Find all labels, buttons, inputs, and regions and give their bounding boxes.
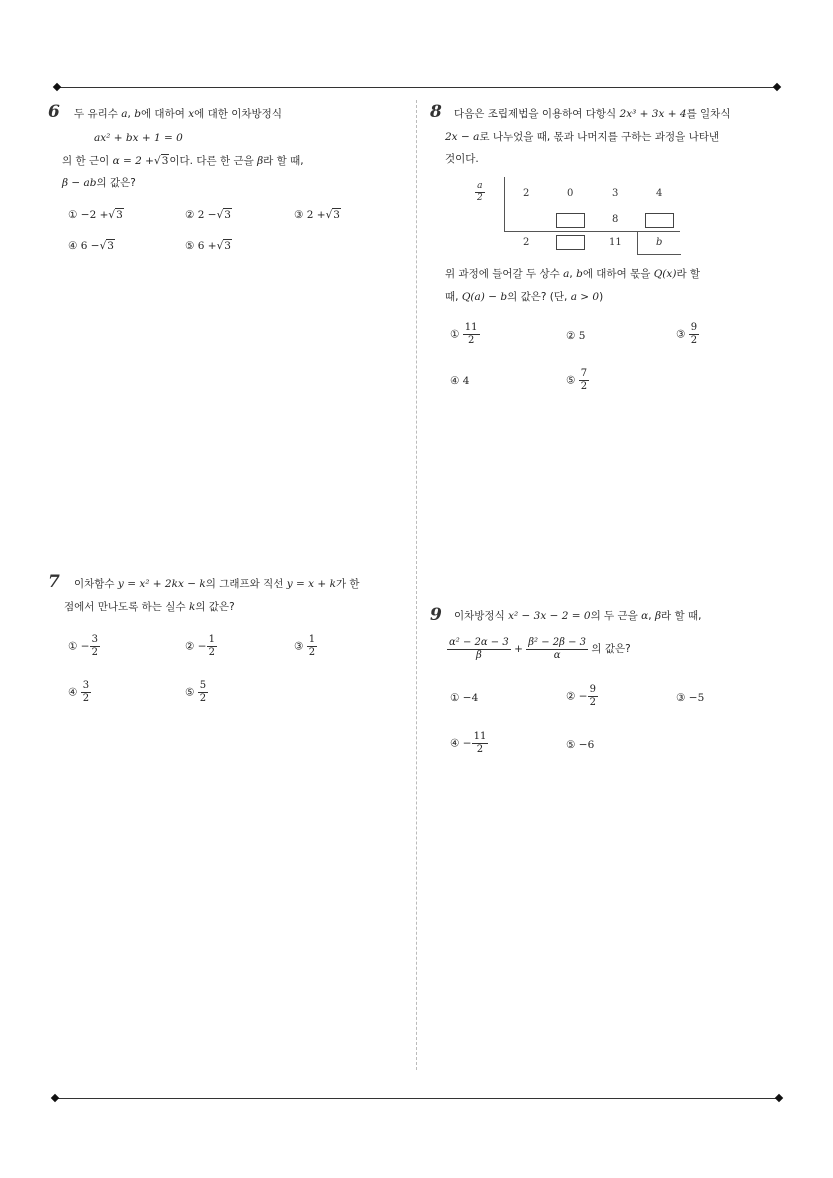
bottom-rule-right-diamond	[775, 1094, 783, 1102]
q6-choice-5[interactable]: ⑤ 6 +√3	[185, 240, 231, 252]
q6-equation: ax² + bx + 1 = 0	[94, 132, 183, 144]
syn-horizontal-line	[504, 231, 680, 232]
syn-blank-row2-c4	[645, 213, 674, 228]
syn-row3-c1: 2	[523, 237, 530, 248]
q8-choice-2[interactable]: ② 5	[566, 330, 586, 342]
q7-line2: 점에서 만나도록 하는 실수 k의 값은?	[64, 601, 235, 613]
syn-remainder-bracket-bottom	[637, 254, 681, 255]
q7-choice-5[interactable]: ⑤ $\frac{5}{2}$	[185, 680, 207, 704]
syn-row1-c3: 3	[612, 188, 619, 199]
syn-row3-c3: 11	[609, 237, 622, 248]
top-rule-right-diamond	[773, 83, 781, 91]
q8-after2: 때, Q(a) − b의 값은? (단, a > 0)	[445, 291, 604, 303]
syn-row1-c1: 2	[523, 188, 530, 199]
q7-choice-1[interactable]: ① − $\frac{3}{2}$	[68, 634, 98, 658]
q9-number: 9	[430, 605, 442, 625]
syn-row1-c2: 0	[567, 188, 574, 199]
q8-choice-4[interactable]: ④ 4	[450, 375, 470, 387]
q9-choice-5[interactable]: ⑤ −6	[566, 739, 595, 751]
q7-choice-2[interactable]: ② − $\frac{1}{2}$	[185, 634, 215, 658]
q8-line3: 것이다.	[445, 153, 479, 165]
syn-row1-c4: 4	[656, 188, 663, 199]
q6-number: 6	[48, 102, 60, 122]
q8-choice-1[interactable]: ① $\frac{11}{2}$	[450, 322, 478, 346]
syn-blank-row2-c2	[556, 213, 585, 228]
bottom-rule	[55, 1098, 779, 1099]
q8-line1: 다음은 조립제법을 이용하여 다항식 2x³ + 3x + 4를 일차식	[454, 108, 731, 120]
syn-row2-c3: 8	[612, 214, 619, 225]
q6-choice-3[interactable]: ③ 2 +√3	[294, 209, 340, 221]
q8-number: 8	[430, 102, 442, 122]
column-divider	[416, 100, 417, 1070]
syn-row3-c4: b	[656, 237, 663, 248]
q7-choice-4[interactable]: ④ $\frac{3}{2}$	[68, 680, 90, 704]
q8-choice-5[interactable]: ⑤ $\frac{7}{2}$	[566, 368, 588, 392]
syn-remainder-bracket	[637, 231, 638, 255]
q7-number: 7	[48, 572, 60, 592]
q8-after1: 위 과정에 들어갈 두 상수 a, b에 대하여 몫을 Q(x)라 할	[445, 268, 701, 280]
q7-choice-3[interactable]: ③ $\frac{1}{2}$	[294, 634, 316, 658]
q6-line3: 의 한 근이 α = 2 +√3이다. 다른 한 근을 β라 할 때,	[62, 155, 304, 167]
q8-line2: 2x − a로 나누었을 때, 몫과 나머지를 구하는 과정을 나타낸	[445, 131, 720, 143]
top-rule	[57, 87, 777, 88]
q6-line4: β − ab의 값은?	[62, 177, 136, 189]
q6-choice-4[interactable]: ④ 6 −√3	[68, 240, 114, 252]
q6-line1: 두 유리수 a, b에 대하여 x에 대한 이차방정식	[74, 108, 282, 120]
q9-choice-4[interactable]: ④ − $\frac{11}{2}$	[450, 731, 487, 755]
syn-blank-row3-c2	[556, 235, 585, 250]
syn-vertical-line	[504, 177, 505, 231]
q6-choice-2[interactable]: ② 2 −√3	[185, 209, 231, 221]
q9-line1: 이차방정식 x² − 3x − 2 = 0의 두 근을 α, β라 할 때,	[454, 610, 702, 622]
q9-choice-1[interactable]: ① −4	[450, 692, 479, 704]
q9-choice-3[interactable]: ③ −5	[676, 692, 705, 704]
syn-divisor: $\frac{a}{2}$	[477, 181, 483, 203]
q6-choice-1[interactable]: ① −2 +√3	[68, 209, 123, 221]
bottom-rule-left-diamond	[51, 1094, 59, 1102]
q8-choice-3[interactable]: ③ $\frac{9}{2}$	[676, 322, 698, 346]
top-rule-left-diamond	[53, 83, 61, 91]
q9-line2: $\frac{\text{α² − 2α − 3}}{\beta}$ + $\frac{\text{β² − 2β − 3}}{\alpha}$ 의 값은?	[449, 636, 631, 661]
q9-choice-2[interactable]: ② − $\frac{9}{2}$	[566, 684, 596, 708]
q7-line1: 이차함수 y = x² + 2kx − k의 그래프와 직선 y = x + k가 한	[74, 578, 360, 590]
